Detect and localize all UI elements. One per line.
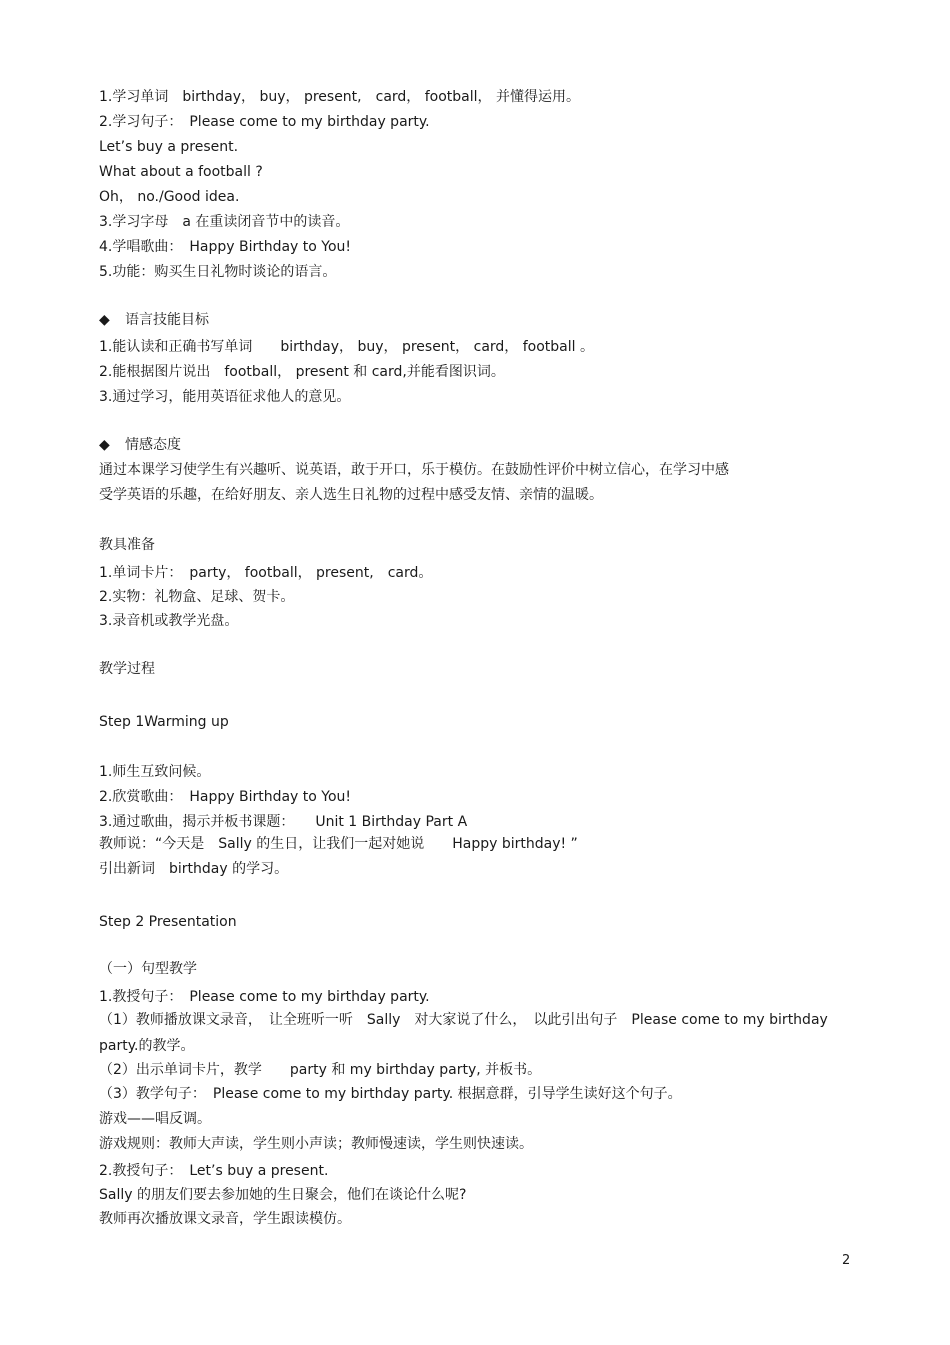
step2-line-6: 游戏——唱反调。 xyxy=(99,1111,211,1127)
diamond-bullet-icon: ◆ xyxy=(99,437,110,453)
prep-heading: 教具准备 xyxy=(99,537,155,553)
step2-line-9: Sally 的朋友们要去参加她的生日聚会，他们在谈论什么呢? xyxy=(99,1187,467,1203)
prep-line-3: 3.录音机或教学光盘。 xyxy=(99,613,239,629)
step1-heading: Step 1Warming up xyxy=(99,714,229,730)
prep-line-2: 2.实物：礼物盒、足球、贺卡。 xyxy=(99,589,295,605)
step1-line-4: 教师说：“今天是 Sally 的生日，让我们一起对她说 Happy birthday! ” xyxy=(99,836,578,852)
step2-line-1: 1.教授句子： Please come to my birthday party. xyxy=(99,989,430,1005)
attitude-heading xyxy=(99,436,181,454)
page-number: 2 xyxy=(842,1253,851,1268)
attitude-heading-text: 情感态度 xyxy=(125,437,181,453)
process-heading: 教学过程 xyxy=(99,661,155,677)
skills-line-2: 2.能根据图片说出 football， present 和 card,并能看图识词。 xyxy=(99,364,505,380)
objective-line-6: 3.学习字母 a 在重读闭音节中的读音。 xyxy=(99,214,350,230)
objective-line-5: Oh， no./Good idea. xyxy=(99,189,240,205)
step2-line-3: party.的教学。 xyxy=(99,1038,195,1054)
skills-line-3: 3.通过学习，能用英语征求他人的意见。 xyxy=(99,389,351,405)
objective-line-8: 5.功能：购买生日礼物时谈论的语言。 xyxy=(99,264,337,280)
step1-line-2: 2.欣赏歌曲： Happy Birthday to You! xyxy=(99,789,352,805)
step2-line-4: （2）出示单词卡片，教学 party 和 my birthday party, 并板书。 xyxy=(99,1062,542,1078)
attitude-line-1: 通过本课学习使学生有兴趣听、说英语，敢于开口，乐于模仿。在鼓励性评价中树立信心，在学习中感 xyxy=(99,462,729,478)
step1-line-1: 1.师生互致问候。 xyxy=(99,764,211,780)
step2-line-8: 2.教授句子： Let’s buy a present. xyxy=(99,1163,329,1179)
objective-line-3: Let’s buy a present. xyxy=(99,139,239,155)
attitude-line-2: 受学英语的乐趣，在给好朋友、亲人选生日礼物的过程中感受友情、亲情的温暖。 xyxy=(99,487,603,503)
objective-line-7: 4.学唱歌曲： Happy Birthday to You! xyxy=(99,239,352,255)
step2-subheading: （一）句型教学 xyxy=(99,961,197,977)
step2-line-7: 游戏规则：教师大声读，学生则小声读；教师慢速读，学生则快速读。 xyxy=(99,1136,533,1152)
step1-line-5: 引出新词 birthday 的学习。 xyxy=(99,861,289,877)
skills-line-1: 1.能认读和正确书写单词 birthday， buy， present， card， football 。 xyxy=(99,339,594,355)
step2-heading: Step 2 Presentation xyxy=(99,914,237,930)
prep-line-1: 1.单词卡片： party， football， present, card。 xyxy=(99,565,433,581)
diamond-bullet-icon: ◆ xyxy=(99,312,110,328)
skills-heading xyxy=(99,311,209,329)
objective-line-1: 1.学习单词 birthday， buy， present, card， football， 并懂得运用。 xyxy=(99,89,580,105)
step2-line-10: 教师再次播放课文录音，学生跟读模仿。 xyxy=(99,1211,351,1227)
step1-line-3: 3.通过歌曲，揭示并板书课题： Unit 1 Birthday Part A xyxy=(99,814,468,830)
objective-line-2: 2.学习句子： Please come to my birthday party. xyxy=(99,114,430,130)
objective-line-4: What about a football ? xyxy=(99,164,263,180)
step2-line-2: （1）教师播放课文录音， 让全班听一听 Sally 对大家说了什么， 以此引出句子 Please come to my birthday xyxy=(99,1012,828,1028)
skills-heading-text: 语言技能目标 xyxy=(125,312,209,328)
step2-line-5: （3）教学句子： Please come to my birthday party. 根据意群，引导学生读好这个句子。 xyxy=(99,1086,682,1102)
